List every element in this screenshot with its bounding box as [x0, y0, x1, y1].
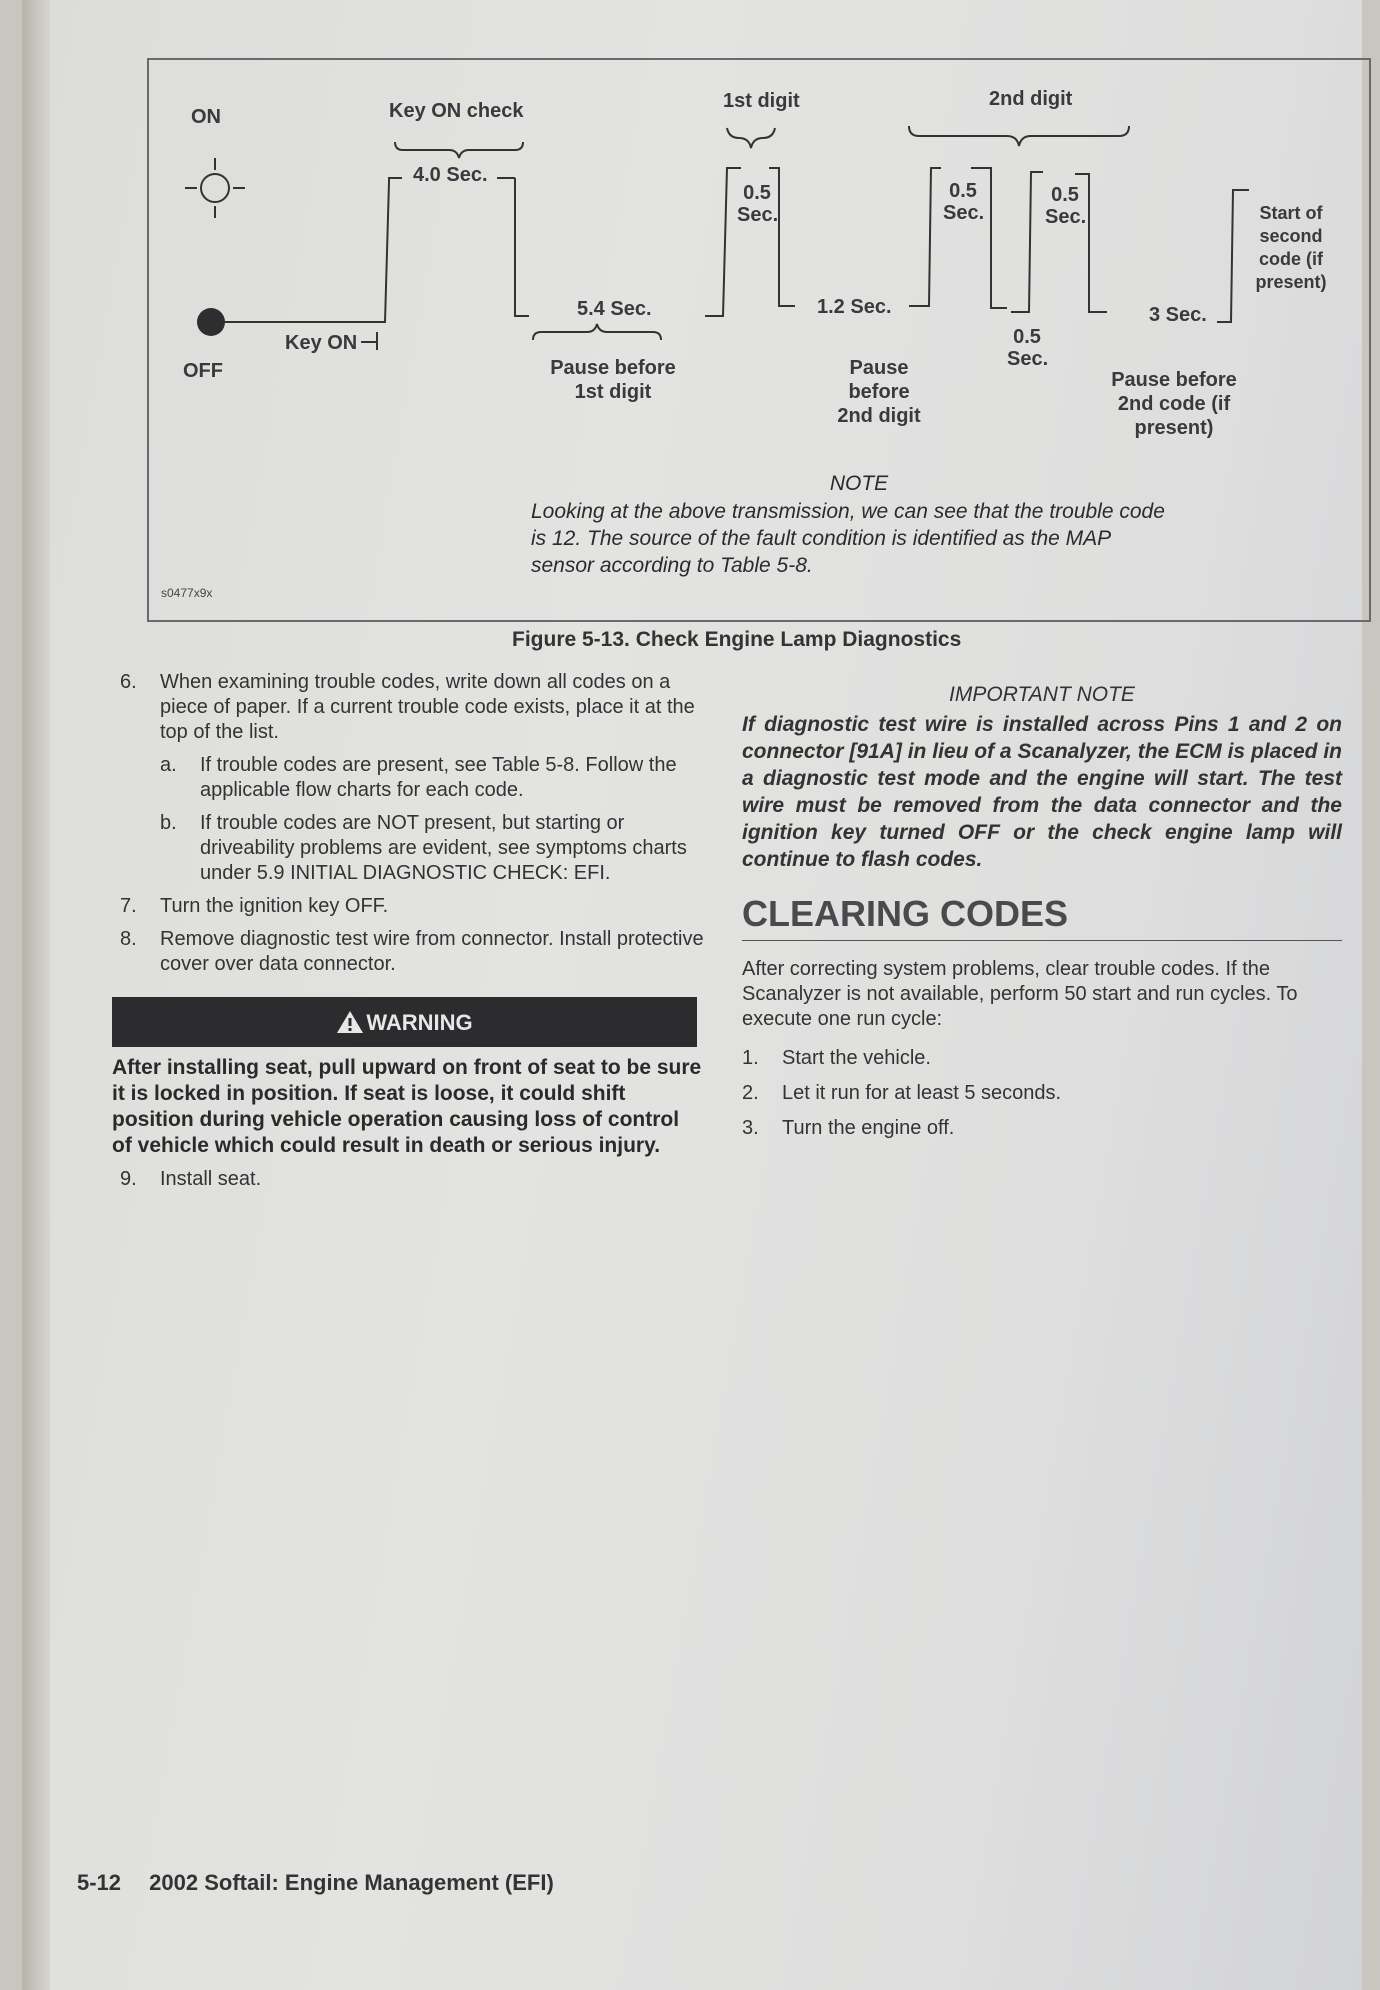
label-4-0-sec: 4.0 Sec. — [413, 164, 488, 186]
label-gap-0-5: 0.5 Sec. — [1007, 326, 1049, 370]
brace-pause-first — [533, 324, 661, 340]
figure-box — [147, 58, 1371, 622]
label-key-on: Key ON — [285, 332, 358, 354]
right-column — [742, 682, 1342, 1149]
label-pause-second: Pause before 2nd digit — [837, 357, 921, 427]
label-3-sec: 3 Sec. — [1149, 304, 1207, 326]
label-first-digit: 1st digit — [723, 90, 800, 112]
clear-step-2: 2. Let it run for at least 5 seconds. — [742, 1082, 1062, 1104]
label-pause-first: Pause before 1st digit — [550, 357, 676, 403]
label-pulse2: 0.5 Sec. — [943, 180, 985, 224]
page-spine — [22, 0, 50, 1990]
brace-first-digit — [727, 128, 775, 148]
label-5-4-sec: 5.4 Sec. — [577, 298, 652, 320]
clear-step-1: 1. Start the vehicle. — [742, 1047, 931, 1069]
page-footer — [77, 1870, 554, 1896]
label-start-second: Start of second code (if present) — [1255, 203, 1327, 292]
label-second-digit: 2nd digit — [989, 88, 1073, 110]
clearing-intro: After correcting system problems, clear trouble codes. If the Scanalyzer is not available, perform 50 start and run cycles. To execute one run cycle: — [742, 958, 1298, 1030]
manual-page — [22, 0, 1362, 1990]
label-1-2-sec: 1.2 Sec. — [817, 296, 892, 318]
lamp-off-icon — [197, 308, 225, 336]
figure-note-title: NOTE — [829, 472, 889, 495]
page-number: 5-12 — [77, 1870, 122, 1895]
step-8: 8. Remove diagnostic test wire from connector. Install protective cover over data connector. — [120, 928, 704, 975]
label-key-on-check: Key ON check — [389, 100, 524, 122]
label-pause-code: Pause before 2nd code (if present) — [1111, 369, 1237, 439]
warning-text: After installing seat, pull upward on front of seat to be sure it is locked in position. If seat is loose, it could shift position during vehicle operation causing loss of control of vehicle which could result in death or serious injury. — [112, 1056, 702, 1157]
important-note-title: IMPORTANT NOTE — [949, 683, 1135, 706]
left-column — [112, 670, 720, 1200]
warning-triangle-icon — [336, 1010, 364, 1034]
lamp-on-icon — [201, 174, 229, 202]
warning-banner — [112, 997, 697, 1047]
figure-note-text: Looking at the above transmission, we can see that the trouble code is 12. The source of the fault condition is identified as the MAP sensor according to Table 5-8. — [531, 500, 1165, 577]
step-6b: b. If trouble codes are NOT present, but starting or driveability problems are evident, see symptoms charts under 5.9 INITIAL DIAGNOSTIC CHECK: EFI. — [160, 812, 687, 884]
figure-id: s0477x9x — [161, 586, 213, 600]
brace-key-on-check — [395, 142, 523, 158]
important-note-text: If diagnostic test wire is installed across Pins 1 and 2 on connector [91A] in lieu of a Scanalyzer, the ECM is placed in a diagnostic test mode and the engine will start. The test wire must be removed from the data connector and the ignition key turned OFF or the check engine lamp will continue to flash codes. — [742, 713, 1342, 871]
section-title: CLEARING CODES — [742, 901, 1342, 941]
warning-label: WARNING — [366, 1009, 473, 1035]
brace-second-digit — [909, 126, 1129, 146]
waveform-key-on-pulse — [219, 178, 402, 322]
label-on: ON — [191, 106, 221, 128]
step-6: 6. When examining trouble codes, write down all codes on a piece of paper. If a current trouble code exists, place it at the top of the list. — [120, 671, 695, 743]
label-off: OFF — [183, 360, 223, 382]
footer-title: 2002 Softail: Engine Management (EFI) — [149, 1870, 554, 1895]
label-pulse1: 0.5 Sec. — [737, 182, 779, 226]
step-6a: a. If trouble codes are present, see Table 5-8. Follow the applicable flow charts for each code. — [160, 754, 677, 801]
figure-caption: Figure 5-13. Check Engine Lamp Diagnostics — [512, 628, 962, 651]
step-7: 7. Turn the ignition key OFF. — [120, 895, 389, 917]
label-pulse3: 0.5 Sec. — [1045, 184, 1087, 228]
step-9: 9. Install seat. — [120, 1168, 262, 1190]
clear-step-3: 3. Turn the engine off. — [742, 1117, 955, 1139]
